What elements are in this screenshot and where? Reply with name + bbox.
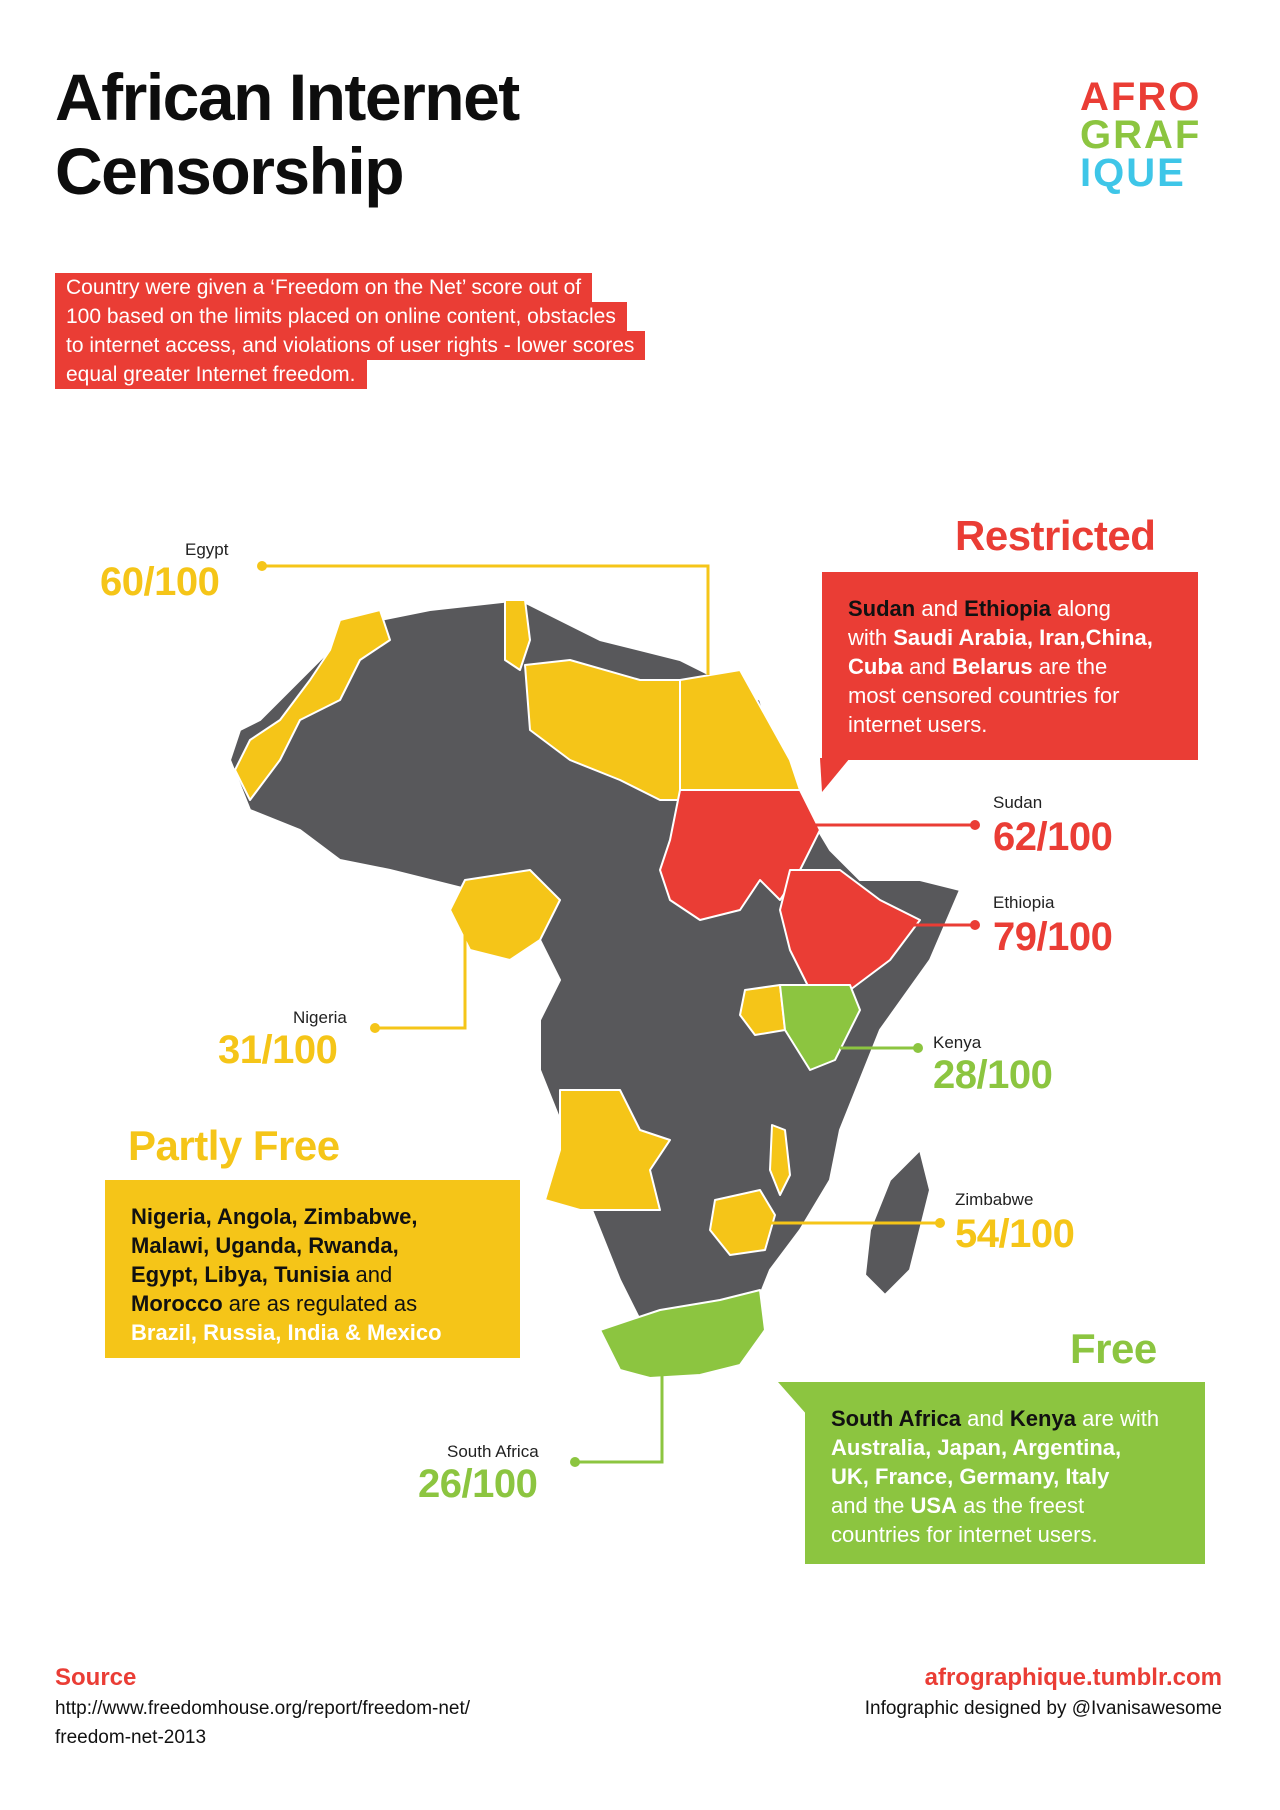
partly-free-line-3-countries: Egypt, Libya, Tunisia: [131, 1262, 350, 1287]
free-line-1-sa: South Africa: [831, 1406, 961, 1431]
nigeria-connector: [375, 920, 465, 1028]
logo-row-3: IQUE: [1080, 151, 1186, 195]
restricted-text-along: along: [1050, 596, 1111, 621]
partly-free-line-5: Brazil, Russia, India & Mexico: [131, 1320, 442, 1345]
kenya-name: Kenya: [933, 1033, 982, 1052]
free-line-4-usa: USA: [910, 1493, 957, 1518]
site-link[interactable]: afrographique.tumblr.com: [924, 1664, 1222, 1691]
zimbabwe-connector-dot: [935, 1218, 945, 1228]
free-heading: Free: [1070, 1325, 1157, 1372]
map-country-egypt: [680, 670, 800, 790]
sudan-score: 62/100: [993, 815, 1113, 859]
partly-free-line-4-rest: are as regulated as: [222, 1291, 418, 1316]
restricted-text-with: with: [848, 625, 894, 650]
partly-free-line-3-and: and: [349, 1262, 393, 1287]
free-line-4-rest: as the freest: [956, 1493, 1085, 1518]
intro-line-2: 100 based on the limits placed on online content, obstacles: [55, 302, 627, 331]
restricted-heading: Restricted: [955, 512, 1156, 559]
title-line-1: African Internet: [55, 60, 519, 134]
partly-free-box: [105, 1180, 520, 1358]
free-line-2: Australia, Japan, Argentina,: [831, 1435, 1122, 1460]
free-line-1-and: and: [960, 1406, 1010, 1431]
kenya-connector-dot: [913, 1043, 923, 1053]
restricted-text-and: and: [915, 596, 965, 621]
nigeria-connector-dot: [370, 1023, 380, 1033]
source-link[interactable]: [55, 1694, 470, 1752]
restricted-text-countries: Saudi Arabia, Iran,China,: [893, 625, 1153, 650]
free-line-4-and-the: and the: [831, 1493, 911, 1518]
restricted-text-and2: and: [903, 654, 952, 679]
ethiopia-name: Ethiopia: [993, 893, 1055, 912]
restricted-text-line5: internet users.: [848, 712, 988, 737]
credit-text: Infographic designed by @Ivanisawesome: [864, 1698, 1222, 1719]
logo-row-2: GRAF: [1080, 113, 1202, 157]
ethiopia-connector-dot: [970, 920, 980, 930]
free-box: [805, 1382, 1205, 1564]
title-line-2: Censorship: [55, 134, 404, 208]
egypt-connector-dot: [257, 561, 267, 571]
south-africa-name: South Africa: [447, 1442, 539, 1461]
egypt-name: Egypt: [185, 540, 229, 559]
restricted-text-sudan: Sudan: [848, 596, 916, 621]
zimbabwe-score: 54/100: [955, 1212, 1075, 1256]
egypt-score: 60/100: [100, 560, 220, 604]
restricted-box-tail: [820, 758, 850, 792]
restricted-text-belarus: Belarus: [951, 654, 1033, 679]
intro-line-1: Country were given a ‘Freedom on the Net’ score out of: [55, 273, 592, 302]
partly-free-line-1: Nigeria, Angola, Zimbabwe,: [131, 1204, 418, 1229]
south-africa-score: 26/100: [418, 1462, 538, 1506]
nigeria-name: Nigeria: [293, 1008, 347, 1027]
intro-line-3: to internet access, and violations of user rights - lower scores: [55, 331, 645, 360]
sudan-connector-dot: [970, 820, 980, 830]
restricted-text-cuba: Cuba: [848, 654, 903, 679]
partly-free-line-4-morocco: Morocco: [131, 1291, 223, 1316]
restricted-text-line4: most censored countries for: [848, 683, 1120, 708]
source-heading: Source: [55, 1664, 137, 1691]
kenya-score: 28/100: [933, 1053, 1053, 1097]
sudan-name: Sudan: [993, 793, 1043, 812]
intro-line-4: equal greater Internet freedom.: [55, 360, 367, 389]
restricted-text-ethiopia: Ethiopia: [964, 596, 1051, 621]
free-line-3: UK, France, Germany, Italy: [831, 1464, 1110, 1489]
free-line-1-rest: are with: [1075, 1406, 1160, 1431]
nigeria-score: 31/100: [218, 1028, 338, 1072]
logo-row-1: AFRO: [1080, 75, 1202, 119]
south-africa-connector-dot: [570, 1457, 580, 1467]
source-link-line-1[interactable]: http://www.freedomhouse.org/report/freedom-net/: [55, 1698, 471, 1719]
partly-free-line-2: Malawi, Uganda, Rwanda,: [131, 1233, 399, 1258]
source-link-line-2[interactable]: freedom-net-2013: [55, 1727, 207, 1748]
zimbabwe-name: Zimbabwe: [955, 1190, 1034, 1209]
free-line-5: countries for internet users.: [831, 1522, 1098, 1547]
restricted-text-are: are the: [1032, 654, 1108, 679]
ethiopia-score: 79/100: [993, 915, 1113, 959]
free-box-tail: [778, 1382, 808, 1416]
south-africa-connector: [575, 1370, 662, 1462]
restricted-box: [822, 572, 1198, 760]
partly-free-heading: Partly Free: [128, 1122, 340, 1169]
free-line-1-kenya: Kenya: [1009, 1406, 1076, 1431]
